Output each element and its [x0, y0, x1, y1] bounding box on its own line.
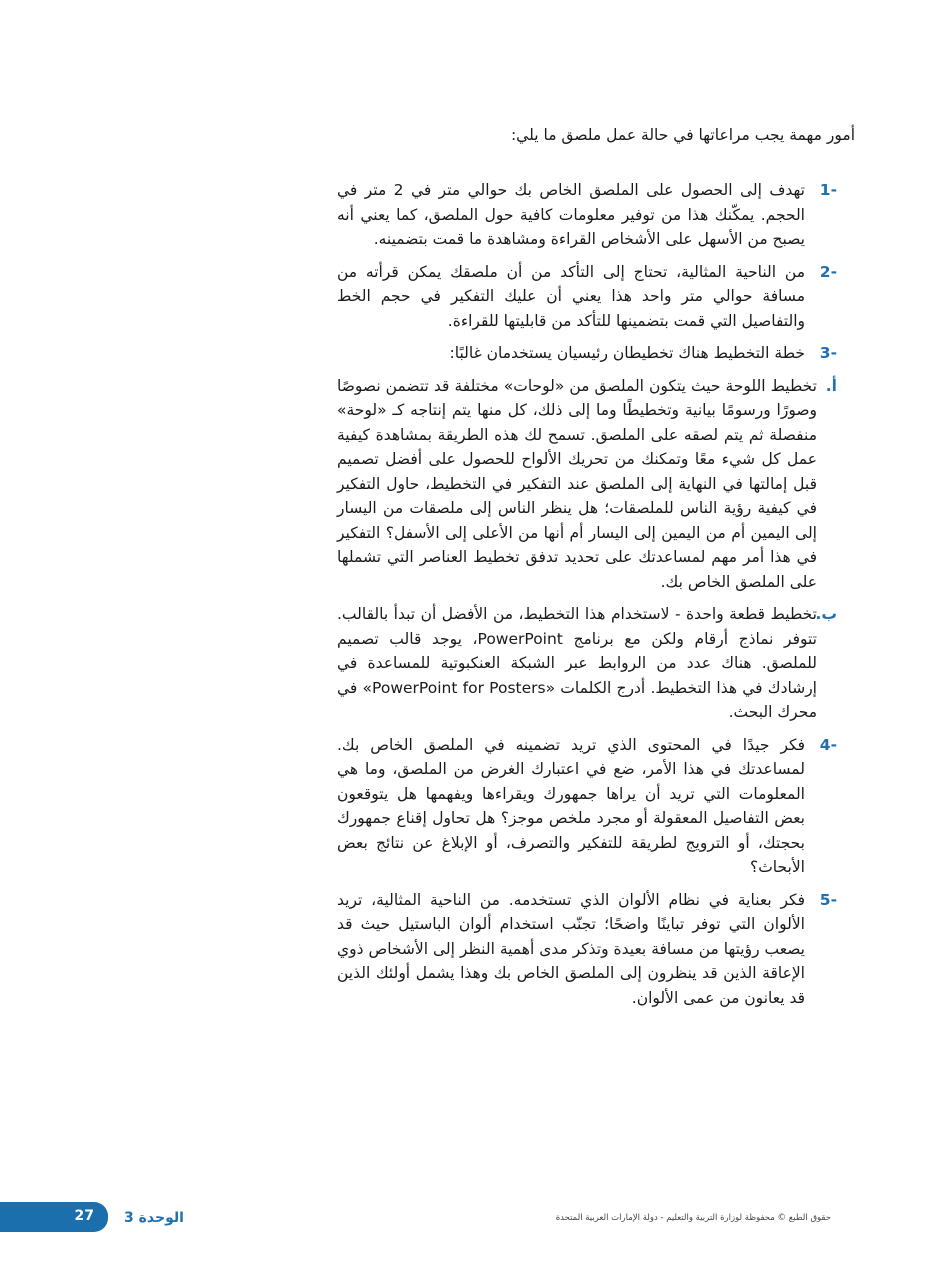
list-item-5	[337, 888, 837, 1011]
sub-item-b	[337, 602, 837, 725]
sub-item-text: تخطيط قطعة واحدة - لاستخدام هذا التخطيط، من الأفضل أن تبدأ بالقالب. تتوفر نماذج أرقام ولكن مع برنامج PowerPoint، يوجد قالب تصميم للملصق. هناك عدد من الروابط عبر الشبكة العنكبوتية للمساعدة في إرشادك في هذا التخطيط. أدرج الكلمات «PowerPoint for Posters» في محرك البحث.	[337, 605, 818, 721]
intro-heading: أمور مهمة يجب مراعاتها في حالة عمل ملصق ما يلي:	[510, 126, 855, 144]
sub-item-letter: أ.	[825, 376, 837, 395]
item-number: -3	[819, 344, 837, 362]
item-text: فكر بعناية في نظام الألوان الذي تستخدمه. من الناحية المثالية، تريد الألوان التي توفر تباينًا واضحًا؛ تجنّب استخدام ألوان الباستيل حيث قد يصعب رؤيتها من مسافة بعيدة وتذكر مدى أهمية النظر إلى الأشخاص ذوي الإعاقة الذين قد ينظرون إلى الملصق الخاص بك وهذا يشمل أولئك الذين قد يعانون من عمى الألوان.	[337, 890, 805, 1007]
list-item-4	[337, 733, 837, 880]
item-number: -2	[819, 262, 837, 281]
page-number-tab	[0, 1202, 108, 1232]
page-number: 27	[74, 1208, 94, 1224]
copyright-notice: حقوق الطبع © محفوظة لوزارة التربية والتعليم - دولة الإمارات العربية المتحدة	[555, 1213, 831, 1223]
main-content	[337, 178, 837, 1018]
list-item-3	[337, 341, 837, 366]
item-number: -5	[819, 890, 837, 909]
sub-item-text: تخطيط اللوحة حيث يتكون الملصق من «لوحات» مختلفة قد تتضمن نصوصًا وصورًا ورسومًا بيانية وتخطيطًا وما إلى ذلك، كل منها يتم إنتاجه كـ «لوحة» منفصلة ثم يتم لصقه على الملصق. تسمح لك هذه الطريقة بمشاهدة كيفية عمل كل شيء معًا وتمكنك من تحريك الألواح للحصول على أفضل تصميم قبل إمالتها في النهاية إلى الملصق عند التفكير في التخطيط، حاول التفكير في كيفية رؤية الناس للملصقات؛ هل ينظر الناس إلى ملصقات من اليسار إلى اليمين أم من اليمين إلى اليسار أم أنها من الأعلى إلى الأسفل؟ التفكير في هذا أمر مهم لمساعدتك على تحديد تدفق تخطيط العناصر التي تشملها على الملصق الخاص بك.	[337, 376, 817, 591]
item-text: من الناحية المثالية، تحتاج إلى التأكد من أن ملصقك يمكن قرأته من مسافة حوالي متر واحد هذا يعني أن عليك التفكير في حجم الخط والتفاصيل التي قمت بتضمينها للتأكد من قابليتها للقراءة.	[337, 262, 805, 330]
item-text: تهدف إلى الحصول على الملصق الخاص بك حوالي متر في 2 متر في الحجم. يمكّنك هذا من توفير معلومات كافية حول الملصق، كما يعني أنه يصبح من الأسهل على الأشخاص القراءة ومشاهدة ما قمت بتضمينه.	[337, 181, 805, 248]
list-item-1	[337, 178, 837, 252]
unit-label: الوحدة 3	[124, 1210, 184, 1226]
item-text: خطة التخطيط هناك تخطيطان رئيسيان يستخدمان غالبًا:	[449, 344, 805, 362]
list-item-2	[337, 260, 837, 334]
sub-item-a	[337, 374, 837, 595]
item-text: فكر جيدًا في المحتوى الذي تريد تضمينه في الملصق الخاص بك. لمساعدتك في هذا الأمر، ضع في اعتبارك الغرض من الملصق، وما هي المعلومات التي تريد أن يراها جمهورك ويقراءها ويفهمها هل يتوقعون بعض التفاصيل المعقولة أو مجرد ملخص موجز؟ هل تحاول إقناع جمهورك بحجتك، أو الترويج لطريقة للتفكير والتصرف، أو الإبلاغ عن نتائج بعض الأبحاث؟	[337, 735, 805, 876]
item-number: -4	[819, 735, 837, 754]
item-number: -1	[819, 181, 837, 199]
sub-item-letter: ب.	[815, 605, 837, 623]
